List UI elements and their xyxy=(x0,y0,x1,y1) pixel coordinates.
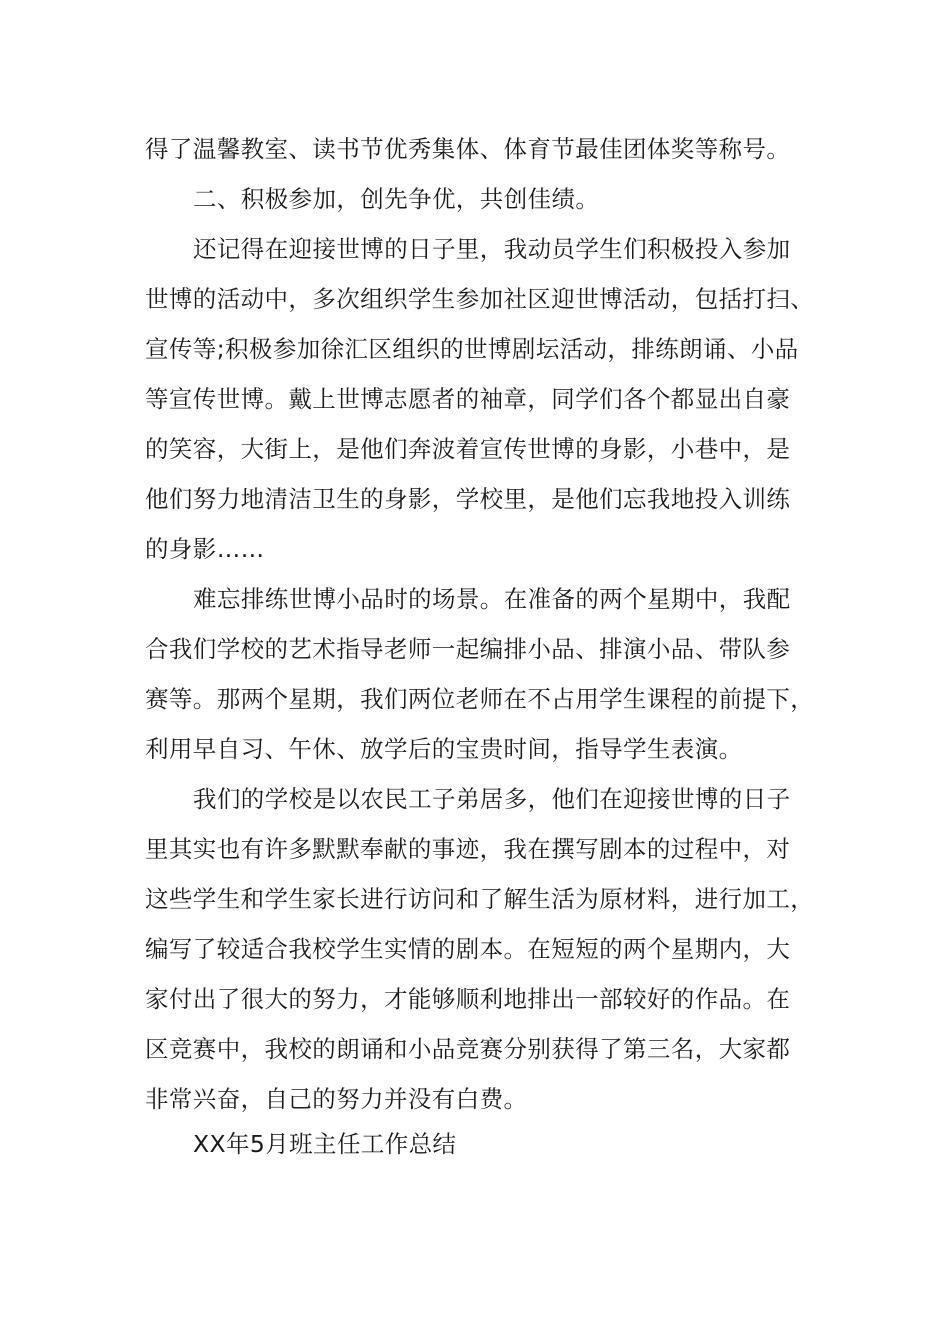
text-line: 的身影…… xyxy=(145,535,265,563)
text-line: 的笑容，大街上，是他们奔波着宣传世博的身影，小巷中，是 xyxy=(145,435,791,463)
text-line: 我们的学校是以农民工子弟居多，他们在迎接世博的日子 xyxy=(193,785,791,813)
text-line: 合我们学校的艺术指导老师一起编排小品、排演小品、带队参 xyxy=(145,635,791,663)
text-line: 等宣传世博。戴上世博志愿者的袖章，同学们各个都显出自豪 xyxy=(145,385,791,413)
text-line: 区竞赛中，我校的朗诵和小品竞赛分别获得了第三名，大家都 xyxy=(145,1035,791,1063)
text-line: 家付出了很大的努力，才能够顺利地排出一部较好的作品。在 xyxy=(145,985,791,1013)
text-line: 赛等。那两个星期，我们两位老师在不占用学生课程的前提下， xyxy=(145,685,815,713)
text-line: 宣传等;积极参加徐汇区组织的世博剧坛活动，排练朗诵、小品 xyxy=(145,335,799,363)
text-line: 得了温馨教室、读书节优秀集体、体育节最佳团体奖等称号。 xyxy=(145,135,791,163)
text-line: 非常兴奋，自己的努力并没有白费。 xyxy=(145,1085,528,1113)
text-line: 这些学生和学生家长进行访问和了解生活为原材料，进行加工， xyxy=(145,885,815,913)
next-section-title: XX年5月班主任工作总结 xyxy=(193,1130,457,1158)
text-line: 他们努力地清洁卫生的身影，学校里，是他们忘我地投入训练 xyxy=(145,485,791,513)
text-line: 编写了较适合我校学生实情的剧本。在短短的两个星期内，大 xyxy=(145,935,791,963)
text-line: 难忘排练世博小品时的场景。在准备的两个星期中，我配 xyxy=(193,585,791,613)
text-line: 里其实也有许多默默奉献的事迹，我在撰写剧本的过程中，对 xyxy=(145,835,791,863)
text-line: 利用早自习、午休、放学后的宝贵时间，指导学生表演。 xyxy=(145,735,743,763)
text-line: 还记得在迎接世博的日子里，我动员学生们积极投入参加 xyxy=(193,235,791,263)
text-line: 世博的活动中，多次组织学生参加社区迎世博活动，包括打扫、 xyxy=(145,285,815,313)
section-heading: 二、积极参加，创先争优，共创佳绩。 xyxy=(193,185,600,213)
